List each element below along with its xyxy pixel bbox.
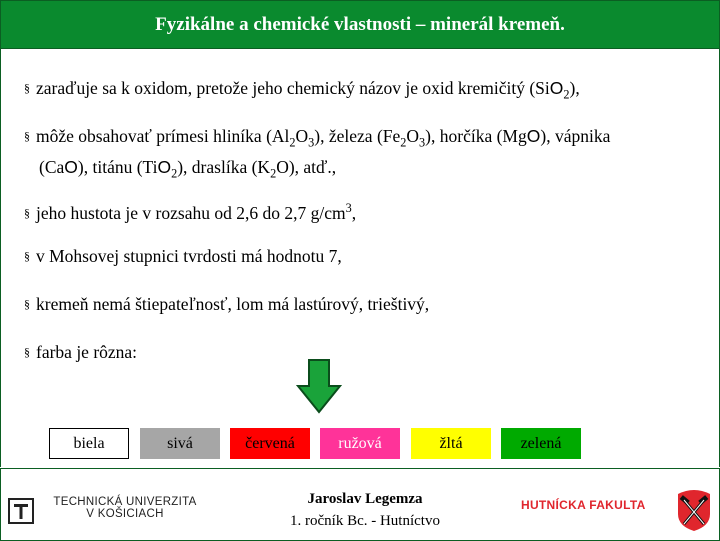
crossed-hammers-icon bbox=[674, 488, 714, 532]
swatch-label: červená bbox=[245, 434, 295, 452]
bullet-text bbox=[36, 126, 611, 150]
text-run: ), horčíka (Mg bbox=[425, 126, 527, 146]
text-run: v Mohsovej stupnici tvrdosti má hodnotu 7, bbox=[36, 246, 342, 266]
subscript: 2 bbox=[270, 166, 277, 180]
text-run: jeho hustota je v rozsahu od 2,6 do 2,7 g/cm bbox=[36, 202, 346, 223]
swatch-label: biela bbox=[73, 434, 105, 452]
tuke-logo-icon bbox=[8, 498, 34, 524]
slide-title: Fyzikálne a chemické vlastnosti – minerál kremeň. bbox=[155, 13, 565, 35]
bullet-marker: § bbox=[24, 205, 30, 220]
bullet-text bbox=[36, 342, 137, 362]
swatch-pink bbox=[320, 428, 400, 459]
text-run: O bbox=[295, 126, 309, 146]
swatch-label: sivá bbox=[167, 434, 193, 452]
subscript: 3 bbox=[419, 135, 426, 150]
swatch-yellow bbox=[411, 428, 491, 459]
bullet-item-cleavage bbox=[24, 292, 704, 316]
bullet-marker: § bbox=[24, 81, 30, 95]
bullet-item-hardness bbox=[24, 244, 704, 268]
text-run: O bbox=[406, 126, 420, 146]
swatch-label: žltá bbox=[439, 434, 463, 452]
bullet-marker: § bbox=[24, 297, 30, 311]
bullet-item-impurities bbox=[24, 124, 704, 185]
author-block bbox=[240, 488, 490, 532]
text-run: O bbox=[157, 156, 172, 177]
subscript: 2 bbox=[400, 135, 407, 150]
university-name-line1: TECHNICKÁ UNIVERZITA bbox=[53, 496, 197, 508]
text-run: O bbox=[526, 126, 541, 146]
bullet-item-color bbox=[24, 340, 704, 364]
swatch-label: ružová bbox=[338, 434, 382, 452]
text-run: ), titánu (Ti bbox=[77, 156, 158, 177]
author-name: Jaroslav Legemza bbox=[307, 491, 423, 507]
text-run: môže obsahovať prímesi hliníka (Al bbox=[36, 126, 290, 146]
bullet-text bbox=[36, 203, 356, 223]
text-run: zaraďuje sa k oxidom, pretože jeho chemický názov je oxid kremičitý (Si bbox=[36, 78, 550, 98]
swatch-white bbox=[49, 428, 129, 459]
text-run: ), železa (Fe bbox=[314, 126, 401, 146]
university-name-line2: V KOŠICIACH bbox=[86, 508, 164, 520]
swatch-red bbox=[230, 428, 310, 459]
text-run: farba je rôzna: bbox=[36, 342, 138, 362]
subscript: 3 bbox=[308, 135, 315, 150]
bullet-item-density bbox=[24, 196, 704, 225]
bullet-marker: § bbox=[24, 249, 30, 263]
text-run: O bbox=[64, 156, 78, 177]
text-run: O bbox=[549, 78, 564, 98]
subscript: 2 bbox=[563, 87, 570, 102]
text-run: ), bbox=[569, 78, 580, 98]
subscript: 2 bbox=[289, 135, 296, 150]
text-run: (Ca bbox=[39, 156, 65, 177]
slide-title-bar bbox=[0, 0, 720, 49]
subscript: 2 bbox=[171, 166, 178, 180]
superscript: 3 bbox=[345, 201, 352, 215]
text-run: ), vápnika bbox=[540, 126, 611, 146]
bullet-continuation bbox=[24, 155, 704, 186]
bullet-marker: § bbox=[24, 129, 30, 143]
bullet-text bbox=[36, 294, 429, 314]
faculty-name: HUTNÍCKA FAKULTA bbox=[521, 498, 646, 512]
bullet-text bbox=[36, 78, 580, 102]
down-arrow-icon bbox=[296, 358, 342, 414]
text-run: , bbox=[351, 202, 357, 223]
bullet-marker: § bbox=[24, 345, 30, 359]
bullet-text bbox=[36, 246, 342, 266]
bullet-item-oxide bbox=[24, 76, 704, 107]
university-name bbox=[40, 496, 210, 520]
swatch-gray bbox=[140, 428, 220, 459]
text-run: kremeň nemá štiepateľnosť, lom má lastúrový, trieštivý, bbox=[36, 294, 430, 314]
slide-footer bbox=[0, 468, 720, 540]
text-run: O), atď., bbox=[276, 156, 337, 177]
text-run: ), draslíka (K bbox=[177, 156, 271, 177]
swatch-green bbox=[501, 428, 581, 459]
author-course: 1. ročník Bc. - Hutníctvo bbox=[290, 513, 440, 529]
swatch-label: zelená bbox=[520, 434, 562, 452]
